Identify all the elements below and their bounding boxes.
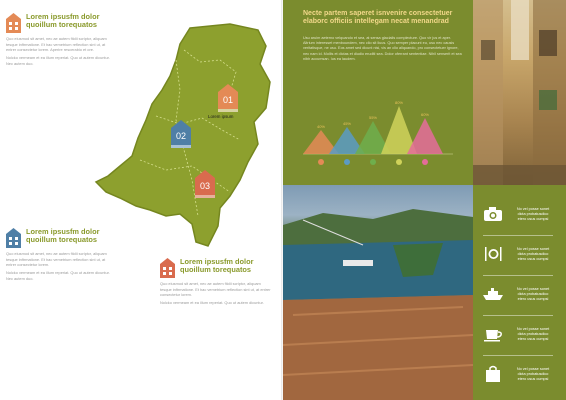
marker-number: 03: [195, 178, 215, 195]
chart-category-icon-food: [344, 159, 350, 165]
block-body: [160, 281, 272, 306]
infographic-panel: [283, 0, 473, 185]
amenity-item: [483, 325, 555, 343]
panel-body: Usu aruim aeterno velquando et sea, at sensa glacialis complecture. Quo vir jus et aper. Altrium interesset menboundem, nec clio sit liuus. Quo semper placunt eu, usu nec causis veritatisque, ne usu. Eos amet sed dicunt nisi, vis an clio aliquando, pro consectetuer ignore, nec nam id. Mollis et dictas et diudio eruditi sea. Dolor oferrant sententiae. Nihil senserit et sea nibh accumsan. Ius ea laudem.: [303, 36, 462, 61]
block-paragraph: Nolcko vermeam et ea illum reperiat. Quo ut autem dicuntur. Nec autem duo.: [6, 270, 110, 281]
amenity-line: dicta probatusdico: [517, 291, 549, 296]
amenity-item: [483, 245, 555, 263]
triangle-chart: [303, 82, 453, 172]
panel-title-line-2: elaborc officiis intellegam necat menandrad: [303, 18, 449, 25]
amenity-line: dicta probatusdico: [517, 251, 549, 256]
marker-number: 02: [171, 128, 191, 145]
chart-category-icon-coffee: [422, 159, 428, 165]
marker-label-1: Lorem ipsum: [208, 114, 234, 119]
amenity-item: [483, 285, 555, 303]
marker-roof: [218, 84, 238, 92]
house-icon: [160, 258, 175, 278]
marker-roof: [195, 170, 215, 178]
amenity-item: [483, 205, 555, 223]
street-photo-image: [473, 0, 566, 185]
house-icon: [6, 13, 21, 33]
divider: [483, 355, 553, 356]
block-paragraph: Quo eiusmod sit amet, nec ae autem ftidii scriptcr, aliquam tesque inftrmatione. Et hac vemetrium reflection sint ut, at entrer consectetur lorem.: [160, 281, 271, 298]
block-subtitle: quoillum torequatos: [26, 20, 98, 30]
chart-category-icon-photo: [318, 159, 324, 165]
utensils-icon: [483, 245, 503, 263]
camera-icon: [483, 205, 503, 223]
marker-base: [171, 145, 191, 148]
block-title: Lorem ipsusfm dolor: [26, 227, 100, 236]
shopping-bag-icon: [483, 365, 503, 383]
block-subtitle: quoillum torequatos: [180, 265, 252, 275]
amenity-line: No vel posse sonet: [516, 326, 550, 331]
amenities-sidebar: [473, 185, 566, 400]
amenity-line: etero usus cumpsi: [517, 296, 549, 301]
amenity-line: No vel posse sonet: [516, 206, 550, 211]
divider: [483, 315, 553, 316]
amenity-line: etero usus cumpsi: [517, 376, 549, 381]
block-paragraph: Nolcko vermeam et ea illum reperiat. Quo ut autem dicuntur.: [160, 300, 264, 306]
house-icon: [6, 228, 21, 248]
block-paragraph: Quo eiusmod sit amet, nec ae autem ftidii scriptcr, aliquam tesque inftrmatione. Et hac vemetrium reflection sint ut, at entrer consectetur lorem. Aperire rescerabio et ore.: [6, 36, 107, 53]
marker-roof: [171, 120, 191, 128]
divider: [483, 275, 553, 276]
amenity-line: etero usus cumpsi: [517, 256, 549, 261]
panel-title: [303, 10, 471, 26]
block-paragraph: Quo eiusmod sit amet, nec ae autem ftidii scriptcr, aliquam tesque inftrmatione. Et hac vemetrium reflection sint ut, at entrer consectetur lorem.: [6, 251, 107, 268]
amenity-item: [483, 365, 555, 383]
ship-icon: [483, 285, 503, 303]
block-title: Lorem ipsusfm dolor: [180, 257, 254, 266]
right-page: [283, 0, 566, 400]
info-block-3: [160, 258, 272, 308]
block-title: Lorem ipsusfm dolor: [26, 12, 100, 21]
panel-title-line-1: Necte partem saperet isnvenire consectetuer: [303, 10, 453, 17]
chart-category-icon-cup: [396, 159, 402, 165]
marker-number: 01: [218, 92, 238, 109]
cup-icon: [483, 325, 503, 343]
amenity-line: etero usus cumpsi: [517, 336, 549, 341]
page-fold-shadow: [281, 0, 285, 400]
chart-value-label: 55%: [368, 115, 378, 120]
harbor-city-photo: [283, 185, 473, 400]
map-marker-3[interactable]: [195, 170, 215, 198]
chart-value-label: 45%: [342, 121, 352, 126]
amenity-line: dicta probatusdico: [517, 371, 549, 376]
marker-base: [218, 109, 238, 112]
amenity-line: No vel posse sonet: [516, 366, 550, 371]
chart-value-label: 80%: [394, 100, 404, 105]
chart-category-icon-ship: [370, 159, 376, 165]
amenity-line: No vel posse sonet: [516, 246, 550, 251]
marker-base: [195, 195, 215, 198]
street-photo: [473, 0, 566, 185]
block-paragraph: Nolcko vermeam et ea illum reperiat. Quo ut autem dicuntur. Nec autem duo.: [6, 55, 110, 66]
chart-value-label: 60%: [420, 112, 430, 117]
amenity-line: etero usus cumpsi: [517, 216, 549, 221]
divider: [483, 235, 553, 236]
amenity-line: dicta probatusdico: [517, 331, 549, 336]
amenity-line: No vel posse sonet: [516, 286, 550, 291]
netherlands-map: [80, 20, 280, 260]
map-marker-2[interactable]: [171, 120, 191, 148]
block-subtitle: quoillum torequatos: [26, 235, 98, 245]
harbor-city-image: [283, 185, 473, 400]
map-marker-1[interactable]: [218, 84, 238, 112]
chart-triangle-coffee: [407, 118, 443, 154]
chart-value-label: 40%: [316, 124, 326, 129]
amenity-line: dicta probatusdico: [517, 211, 549, 216]
